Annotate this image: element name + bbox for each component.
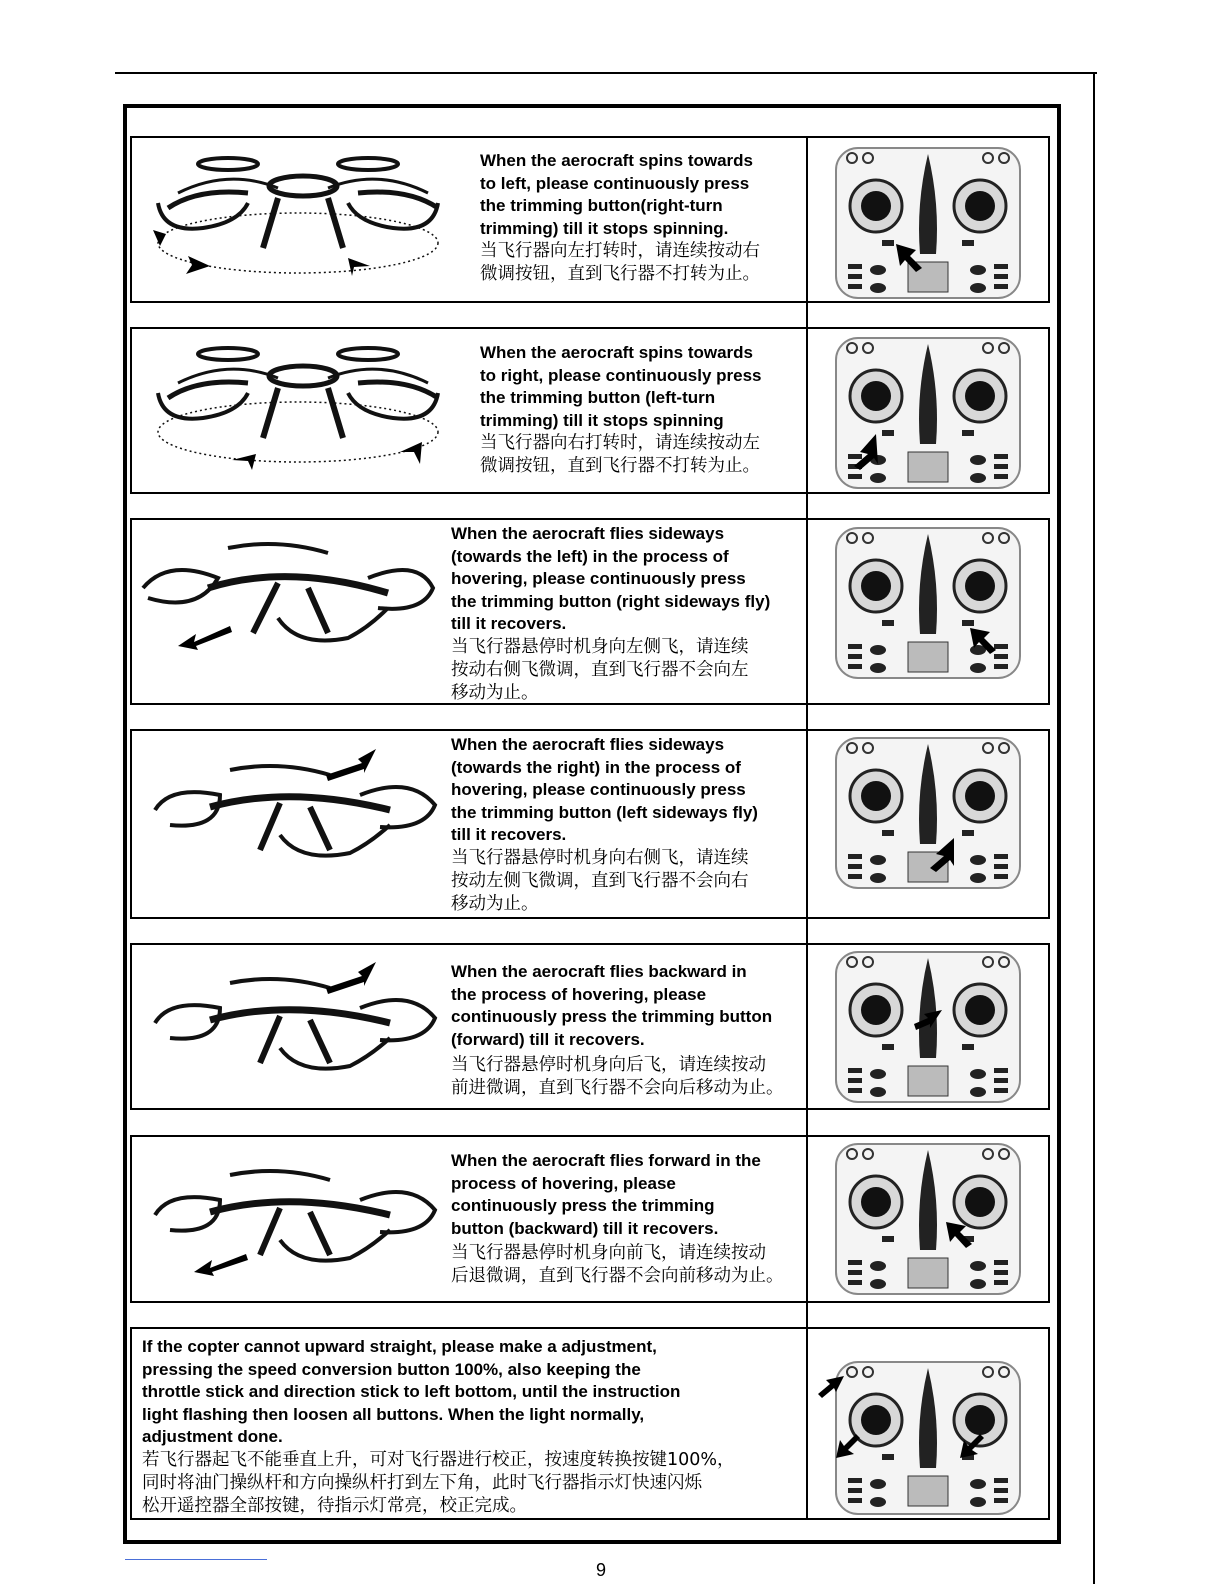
en-line: When the aerocraft flies backward in: [451, 962, 747, 981]
remote-controller-illustration: [830, 948, 1026, 1104]
en-line: hovering, please continuously press: [451, 569, 746, 588]
drone-sideways-left-illustration: [138, 538, 438, 653]
en-line: the trimming button (left sideways fly): [451, 802, 758, 822]
zh-line: 按动左侧飞微调，直到飞行器不会向右: [451, 870, 749, 891]
footer-link-rule: [125, 1559, 267, 1560]
en-line: till it recovers.: [451, 614, 567, 633]
direction-arrow-icon: [326, 749, 376, 781]
en-line: throttle stick and direction stick to left bottom, until the instruction: [142, 1382, 681, 1401]
zh-line: 微调按钮，直到飞行器不打转为止。: [480, 456, 760, 476]
drone-body: [168, 366, 438, 438]
en-line: When the aerocraft spins towards: [480, 343, 753, 362]
remote-controller-illustration: [830, 334, 1026, 490]
en-line: (towards the right) in the process of: [451, 757, 741, 777]
en-line: pressing the speed conversion button 100%, also keeping the: [142, 1359, 641, 1379]
en-line: adjustment done.: [142, 1427, 283, 1446]
en-line: till it recovers.: [451, 825, 567, 844]
remote-controller-illustration: [816, 1358, 1026, 1516]
section-4-text: [451, 734, 809, 916]
en-line: continuously press the trimming: [451, 1196, 715, 1215]
zh-line: 前进微调，直到飞行器不会向后移动为止。: [451, 1078, 784, 1098]
zh-line: 按动右侧飞微调，直到飞行器不会向左: [451, 659, 749, 680]
panel-divider: [806, 136, 808, 330]
en-line: When the aerocraft flies sideways: [451, 524, 725, 543]
spin-arrow-end: [153, 230, 166, 246]
en-line: the process of hovering, please: [451, 984, 707, 1004]
panel-divider: [806, 327, 808, 521]
remote-controller-illustration: [830, 144, 1026, 300]
en-line: to right, please continuously press: [480, 365, 762, 385]
zh-line: 后退微调，直到飞行器不会向前移动为止。: [451, 1266, 784, 1286]
en-line: (towards the left) in the process of: [451, 546, 729, 566]
panel-divider: [806, 1327, 808, 1520]
direction-arrow-icon: [326, 962, 376, 994]
en-line: the trimming button(right-turn: [480, 196, 723, 215]
en-line: the trimming button (right sideways fly): [451, 591, 771, 611]
spin-arrow-right: [348, 258, 370, 276]
en-line: If the copter cannot upward straight, please make a adjustment,: [142, 1337, 657, 1356]
section-2-text: [480, 342, 800, 478]
en-line: (forward) till it recovers.: [451, 1029, 645, 1049]
en-line: process of hovering, please: [451, 1173, 676, 1193]
zh-line: 当飞行器悬停时机身向前飞，请连续按动: [451, 1243, 766, 1263]
zh-line: 移动为止。: [451, 682, 539, 703]
spin-arrow-left: [186, 256, 210, 274]
en-line: continuously press the trimming button: [451, 1007, 773, 1026]
drone-sideways-right-illustration: [150, 745, 440, 865]
en-line: button (backward) till it recovers.: [451, 1218, 719, 1238]
en-line: hovering, please continuously press: [451, 780, 746, 799]
zh-line: 当飞行器悬停时机身向后飞，请连续按动: [451, 1055, 766, 1075]
zh-line: 微调按钮，直到飞行器不打转为止。: [480, 264, 760, 284]
en-line: the trimming button (left-turn: [480, 388, 716, 407]
section-3-text: [451, 523, 809, 705]
section-5-text: [451, 961, 809, 1100]
drone-forward-illustration: [150, 1160, 440, 1278]
remote-controller-illustration: [830, 524, 1026, 680]
en-line: to left, please continuously press: [480, 173, 750, 193]
en-line: trimming) till it stops spinning: [480, 410, 724, 430]
spin-arrow-right: [400, 442, 422, 464]
zh-line: 移动为止。: [451, 893, 539, 914]
drone-spin-left-illustration: [148, 148, 448, 286]
drone-backward-illustration: [150, 958, 440, 1078]
zh-line: 同时将油门操纵杆和方向操纵杆打到左下角，此时飞行器指示灯快速闪烁: [142, 1472, 702, 1493]
en-line: When the aerocraft spins towards: [480, 151, 753, 170]
top-rule: [115, 72, 1097, 74]
direction-arrow-icon: [194, 1254, 248, 1276]
zh-line: 若飞行器起飞不能垂直上升，可对飞行器进行校正，按速度转换按键100%，: [142, 1449, 735, 1470]
zh-line: 当飞行器向左打转时，请连续按动右: [480, 241, 760, 261]
en-line: trimming) till it stops spinning.: [480, 218, 729, 238]
page-number: 9: [596, 1560, 607, 1580]
zh-line: 松开遥控器全部按键，待指示灯常亮，校正完成。: [142, 1495, 527, 1516]
zh-line: 当飞行器悬停时机身向右侧飞，请连续: [451, 847, 749, 868]
section-7-text: [142, 1336, 804, 1518]
right-rule: [1093, 72, 1095, 1584]
spin-path-dotted: [158, 402, 438, 462]
direction-arrow-icon: [178, 626, 232, 650]
remote-controller-illustration: [830, 734, 1026, 890]
drone-spin-right-illustration: [148, 340, 448, 475]
section-1-text: [480, 150, 800, 286]
remote-controller-illustration: [830, 1140, 1026, 1296]
drone-body: [168, 176, 438, 248]
spin-arrow-left: [232, 454, 256, 470]
section-6-text: [451, 1150, 809, 1288]
zh-line: 当飞行器悬停时机身向左侧飞，请连续: [451, 636, 749, 657]
en-line: light flashing then loosen all buttons. When the light normally,: [142, 1404, 645, 1424]
zh-line: 当飞行器向右打转时，请连续按动左: [480, 433, 760, 453]
en-line: When the aerocraft flies sideways: [451, 735, 725, 754]
en-line: When the aerocraft flies forward in the: [451, 1151, 761, 1170]
